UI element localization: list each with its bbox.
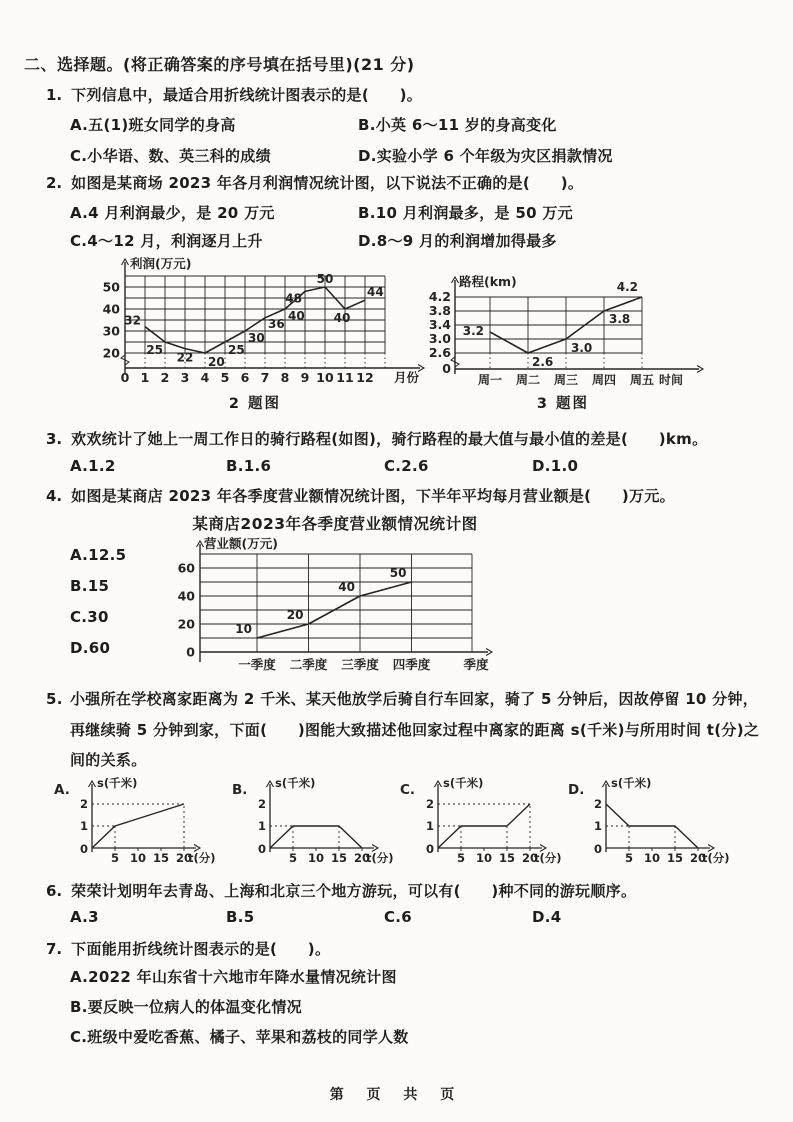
q6-option-d: D.4 <box>532 908 562 926</box>
q3-option-b: B.1.6 <box>226 457 272 475</box>
q4-option-b: B.15 <box>70 577 110 595</box>
question-5-number: 5. <box>46 690 63 708</box>
svg-text:s(千米): s(千米) <box>611 776 652 790</box>
svg-text:2: 2 <box>593 797 602 811</box>
svg-text:0: 0 <box>442 361 451 376</box>
svg-text:32: 32 <box>124 313 141 328</box>
svg-text:10: 10 <box>129 851 147 865</box>
q1-option-a: A.五(1)班女同学的身高 <box>70 116 236 134</box>
svg-text:2.6: 2.6 <box>532 355 554 369</box>
svg-text:0: 0 <box>257 842 266 856</box>
question-6 <box>46 880 636 901</box>
svg-text:t(分): t(分) <box>366 851 394 865</box>
svg-text:50: 50 <box>316 272 334 286</box>
question-2-number: 2. <box>46 174 63 192</box>
q4-option-a: A.12.5 <box>70 546 127 564</box>
question-4-text: 如图是某商店 2023 年各季度营业额情况统计图，下半年平均每月营业额是( )万元。 <box>71 487 675 505</box>
svg-text:3.8: 3.8 <box>609 312 631 326</box>
chart3-caption: 3 题图 <box>536 396 590 412</box>
q5-option-b-chart <box>230 770 415 870</box>
section-title: 二、选择题。(将正确答案的序号填在括号里)(21 分) <box>24 55 415 74</box>
svg-text:20: 20 <box>521 851 539 865</box>
question-2 <box>46 172 583 193</box>
svg-text:时间: 时间 <box>659 373 684 387</box>
svg-text:3.0: 3.0 <box>428 331 451 346</box>
svg-text:1: 1 <box>140 370 150 385</box>
svg-text:11: 11 <box>336 370 354 385</box>
svg-text:A.: A. <box>54 782 70 798</box>
q3-option-a: A.1.2 <box>70 457 116 475</box>
svg-text:2: 2 <box>160 370 170 385</box>
svg-text:周五: 周五 <box>629 373 655 387</box>
q7-option-b: B.要反映一位病人的体温变化情况 <box>70 998 302 1016</box>
svg-text:三季度: 三季度 <box>341 657 379 672</box>
svg-text:20: 20 <box>689 851 707 865</box>
svg-text:1: 1 <box>425 819 434 833</box>
question-3-text: 欢欢统计了她上一周工作日的骑行路程(如图)，骑行路程的最大值与最小值的差是( )km。 <box>71 430 708 448</box>
q4-option-c: C.30 <box>70 608 109 626</box>
question-7-number: 7. <box>46 940 63 958</box>
svg-text:1: 1 <box>593 819 602 833</box>
svg-text:40: 40 <box>333 311 351 325</box>
weekly-ride-line-chart <box>421 272 721 392</box>
svg-text:50: 50 <box>102 279 120 295</box>
svg-text:6: 6 <box>240 370 250 385</box>
svg-text:5: 5 <box>288 851 298 865</box>
svg-text:s(千米): s(千米) <box>97 776 138 790</box>
q4-option-d: D.60 <box>70 639 111 657</box>
svg-text:s(千米): s(千米) <box>275 776 316 790</box>
svg-text:5: 5 <box>110 851 120 865</box>
svg-text:周四: 周四 <box>591 373 617 387</box>
svg-text:30: 30 <box>102 323 120 339</box>
q7-option-a: A.2022 年山东省十六地市年降水量情况统计图 <box>70 968 397 986</box>
svg-text:15: 15 <box>666 851 684 865</box>
svg-text:0: 0 <box>79 842 88 856</box>
svg-text:2: 2 <box>79 797 88 811</box>
q6-option-b: B.5 <box>226 908 255 926</box>
svg-text:4.2: 4.2 <box>428 289 451 304</box>
q1-option-d: D.实验小学 6 个年级为灾区捐款情况 <box>358 147 613 165</box>
svg-text:20: 20 <box>286 608 304 622</box>
question-3-number: 3. <box>46 430 63 448</box>
svg-text:25: 25 <box>146 343 163 357</box>
svg-text:路程(km): 路程(km) <box>459 274 517 289</box>
svg-text:1: 1 <box>257 819 266 833</box>
svg-text:t(分): t(分) <box>702 851 730 865</box>
svg-text:20: 20 <box>208 355 225 369</box>
q7-option-c: C.班级中爱吃香蕉、橘子、苹果和荔枝的同学人数 <box>70 1028 409 1046</box>
svg-text:2: 2 <box>425 797 434 811</box>
quarterly-revenue-line-chart <box>172 536 512 676</box>
svg-text:20: 20 <box>177 616 195 632</box>
svg-text:营业额(万元): 营业额(万元) <box>204 536 278 551</box>
question-1-number: 1. <box>46 86 63 104</box>
question-5 <box>46 684 762 776</box>
svg-text:t(分): t(分) <box>534 851 562 865</box>
svg-text:周二: 周二 <box>515 373 541 387</box>
svg-text:3.4: 3.4 <box>428 317 451 332</box>
svg-text:20: 20 <box>175 851 193 865</box>
svg-text:C.: C. <box>400 782 416 798</box>
svg-text:40: 40 <box>338 580 355 594</box>
svg-text:36: 36 <box>268 316 285 331</box>
svg-text:二季度: 二季度 <box>289 657 328 672</box>
svg-text:0: 0 <box>120 370 130 385</box>
svg-text:0: 0 <box>593 842 602 856</box>
svg-text:4.2: 4.2 <box>616 280 638 294</box>
svg-text:5: 5 <box>220 370 230 385</box>
question-6-text: 荣荣计划明年去青岛、上海和北京三个地方游玩，可以有( )种不同的游玩顺序。 <box>71 882 637 900</box>
question-5-text: 小强所在学校离家距离为 2 千米、某天他放学后骑自行车回家，骑了 5 分钟后，因故停留 10 分钟，再继续骑 5 分钟到家，下面( )图能大致描述他回家过程中离家的距离 s(千米)与所用时间 t(分)之间的关系。 <box>70 690 760 769</box>
q3-option-c: C.2.6 <box>384 457 429 475</box>
svg-text:D.: D. <box>568 782 585 798</box>
svg-text:3.8: 3.8 <box>428 303 451 318</box>
svg-text:5: 5 <box>456 851 466 865</box>
q5-option-d-chart <box>566 770 751 870</box>
svg-text:20: 20 <box>353 851 371 865</box>
svg-text:利润(万元): 利润(万元) <box>130 256 192 271</box>
q1-option-b: B.小英 6～11 岁的身高变化 <box>358 116 557 134</box>
question-7-text: 下面能用折线统计图表示的是( )。 <box>71 940 331 958</box>
svg-text:40: 40 <box>288 309 305 323</box>
q5-option-a-chart <box>52 770 237 870</box>
chart2-caption: 2 题图 <box>228 396 282 412</box>
q5-option-c-chart <box>398 770 583 870</box>
q2-option-b: B.10 月利润最多，是 50 万元 <box>358 204 573 222</box>
svg-text:48: 48 <box>285 291 302 306</box>
q4-chart-title: 某商店2023年各季度营业额情况统计图 <box>192 515 478 533</box>
question-6-number: 6. <box>46 882 63 900</box>
question-4 <box>46 485 675 506</box>
svg-text:50: 50 <box>389 566 407 580</box>
svg-text:3.2: 3.2 <box>462 324 484 338</box>
q1-option-c: C.小华语、数、英三科的成绩 <box>70 147 271 165</box>
svg-text:8: 8 <box>280 370 290 385</box>
svg-text:30: 30 <box>248 331 265 345</box>
svg-text:t(分): t(分) <box>188 851 216 865</box>
svg-text:B.: B. <box>232 782 248 798</box>
svg-text:周三: 周三 <box>553 373 579 387</box>
question-1 <box>46 84 422 105</box>
svg-text:20: 20 <box>102 345 120 361</box>
svg-text:5: 5 <box>624 851 634 865</box>
question-2-text: 如图是某商场 2023 年各月利润情况统计图，以下说法不正确的是( )。 <box>71 174 584 192</box>
question-3 <box>46 428 707 449</box>
svg-text:1: 1 <box>79 819 88 833</box>
svg-text:44: 44 <box>367 285 384 300</box>
q2-option-a: A.4 月利润最少，是 20 万元 <box>70 204 275 222</box>
monthly-profit-line-chart <box>98 254 433 392</box>
q2-option-d: D.8～9 月的利润增加得最多 <box>358 232 557 250</box>
svg-text:一季度: 一季度 <box>238 657 276 672</box>
svg-text:3.0: 3.0 <box>571 341 593 355</box>
svg-text:10: 10 <box>643 851 661 865</box>
svg-text:9: 9 <box>300 370 310 385</box>
svg-text:s(千米): s(千米) <box>443 776 484 790</box>
svg-text:25: 25 <box>228 343 245 357</box>
q6-option-c: C.6 <box>384 908 413 926</box>
svg-text:2: 2 <box>257 797 266 811</box>
q2-option-c: C.4～12 月，利润逐月上升 <box>70 232 263 250</box>
svg-text:15: 15 <box>330 851 348 865</box>
q3-option-d: D.1.0 <box>532 457 579 475</box>
svg-text:15: 15 <box>498 851 516 865</box>
svg-text:4: 4 <box>200 370 210 385</box>
svg-text:3: 3 <box>180 370 190 385</box>
svg-text:7: 7 <box>260 370 270 385</box>
question-7 <box>46 938 330 959</box>
svg-text:10: 10 <box>475 851 493 865</box>
svg-text:10: 10 <box>235 622 252 636</box>
svg-text:40: 40 <box>177 588 195 604</box>
svg-text:季度: 季度 <box>463 657 489 672</box>
svg-text:月份: 月份 <box>394 370 420 385</box>
svg-text:60: 60 <box>177 560 195 576</box>
svg-text:周一: 周一 <box>477 373 503 387</box>
svg-text:10: 10 <box>307 851 325 865</box>
svg-text:22: 22 <box>176 350 194 365</box>
svg-text:0: 0 <box>425 842 434 856</box>
svg-text:2.6: 2.6 <box>428 345 451 360</box>
q6-option-a: A.3 <box>70 908 99 926</box>
page-footer: 第 页 共 页 <box>329 1087 464 1103</box>
svg-text:10: 10 <box>316 370 334 385</box>
svg-text:40: 40 <box>102 301 120 317</box>
svg-text:15: 15 <box>152 851 170 865</box>
svg-text:0: 0 <box>186 644 195 660</box>
question-1-text: 下列信息中，最适合用折线统计图表示的是( )。 <box>71 86 423 104</box>
question-4-number: 4. <box>46 487 63 505</box>
svg-text:四季度: 四季度 <box>392 657 431 672</box>
svg-text:12: 12 <box>356 370 374 385</box>
